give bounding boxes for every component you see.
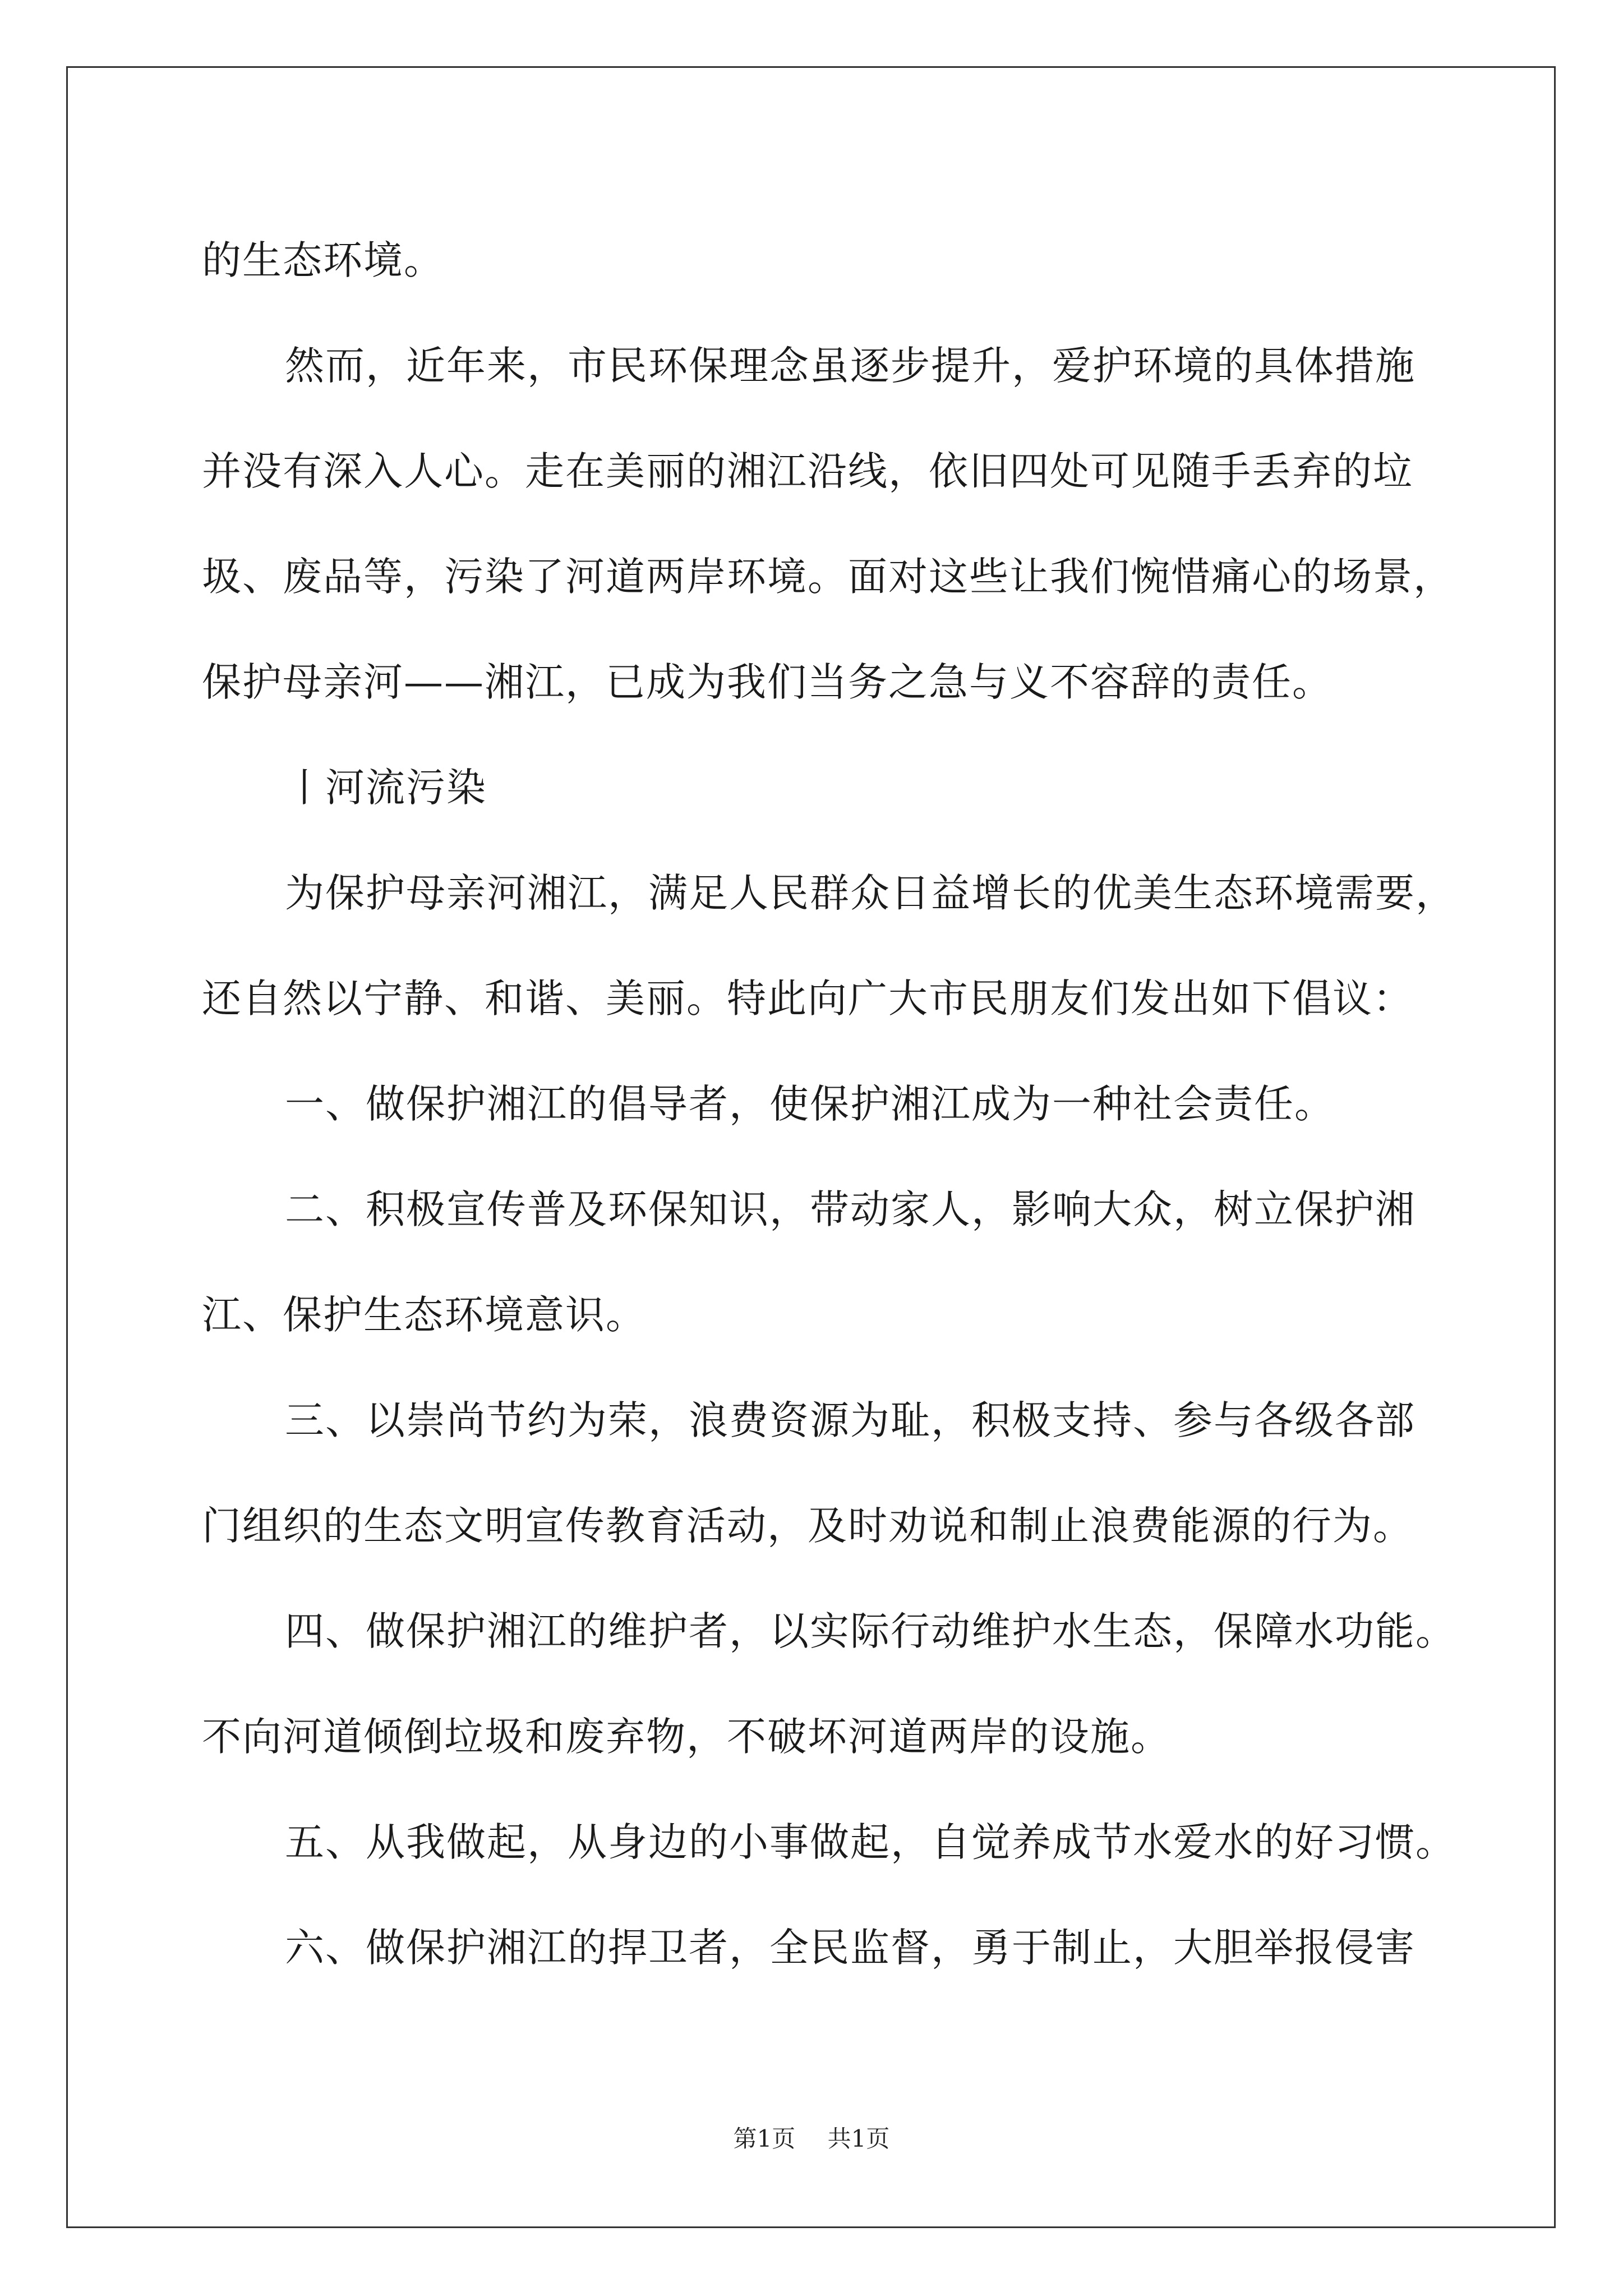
text-line: 二、积极宣传普及环保知识，带动家人，影响大众，树立保护湘 — [285, 1186, 1415, 1232]
text-line: 保护母亲河——湘江，已成为我们当务之急与义不容辞的责任。 — [202, 659, 1332, 705]
text-line: 三、以崇尚节约为荣，浪费资源为耻，积极支持、参与各级各部 — [285, 1397, 1415, 1443]
text-line: 五、从我做起，从身边的小事做起，自觉养成节水爱水的好习惯。 — [285, 1819, 1456, 1865]
text-line: 圾、废品等，污染了河道两岸环境。面对这些让我们惋惜痛心的场景， — [202, 554, 1454, 600]
page-total: 共1页 — [827, 2125, 890, 2152]
text-line: 并没有深入人心。走在美丽的湘江沿线，依旧四处可见随手丢弃的垃 — [202, 448, 1413, 494]
text-line: 还自然以宁静、和谐、美丽。特此向广大市民朋友们发出如下倡议： — [202, 976, 1413, 1022]
text-line: 六、做保护湘江的捍卫者，全民监督，勇于制止，大胆举报侵害 — [285, 1925, 1415, 1971]
text-line: 的生态环境。 — [202, 237, 444, 283]
text-line: 然而，近年来，市民环保理念虽逐步提升，爱护环境的具体措施 — [285, 343, 1415, 389]
page-footer — [0, 2120, 1623, 2154]
document-body — [202, 208, 1456, 2000]
text-line: 门组织的生态文明宣传教育活动，及时劝说和制止浪费能源的行为。 — [202, 1503, 1413, 1549]
text-line: 四、做保护湘江的维护者，以实际行动维护水生态，保障水功能。 — [285, 1608, 1456, 1654]
text-line: 丨河流污染 — [285, 765, 487, 811]
text-line: 一、做保护湘江的倡导者，使保护湘江成为一种社会责任。 — [285, 1081, 1335, 1127]
page-number: 第1页 — [733, 2125, 796, 2152]
text-line: 为保护母亲河湘江，满足人民群众日益增长的优美生态环境需要， — [285, 870, 1456, 916]
text-line: 江、保护生态环境意识。 — [202, 1292, 646, 1338]
text-line: 不向河道倾倒垃圾和废弃物，不破坏河道两岸的设施。 — [202, 1714, 1171, 1760]
